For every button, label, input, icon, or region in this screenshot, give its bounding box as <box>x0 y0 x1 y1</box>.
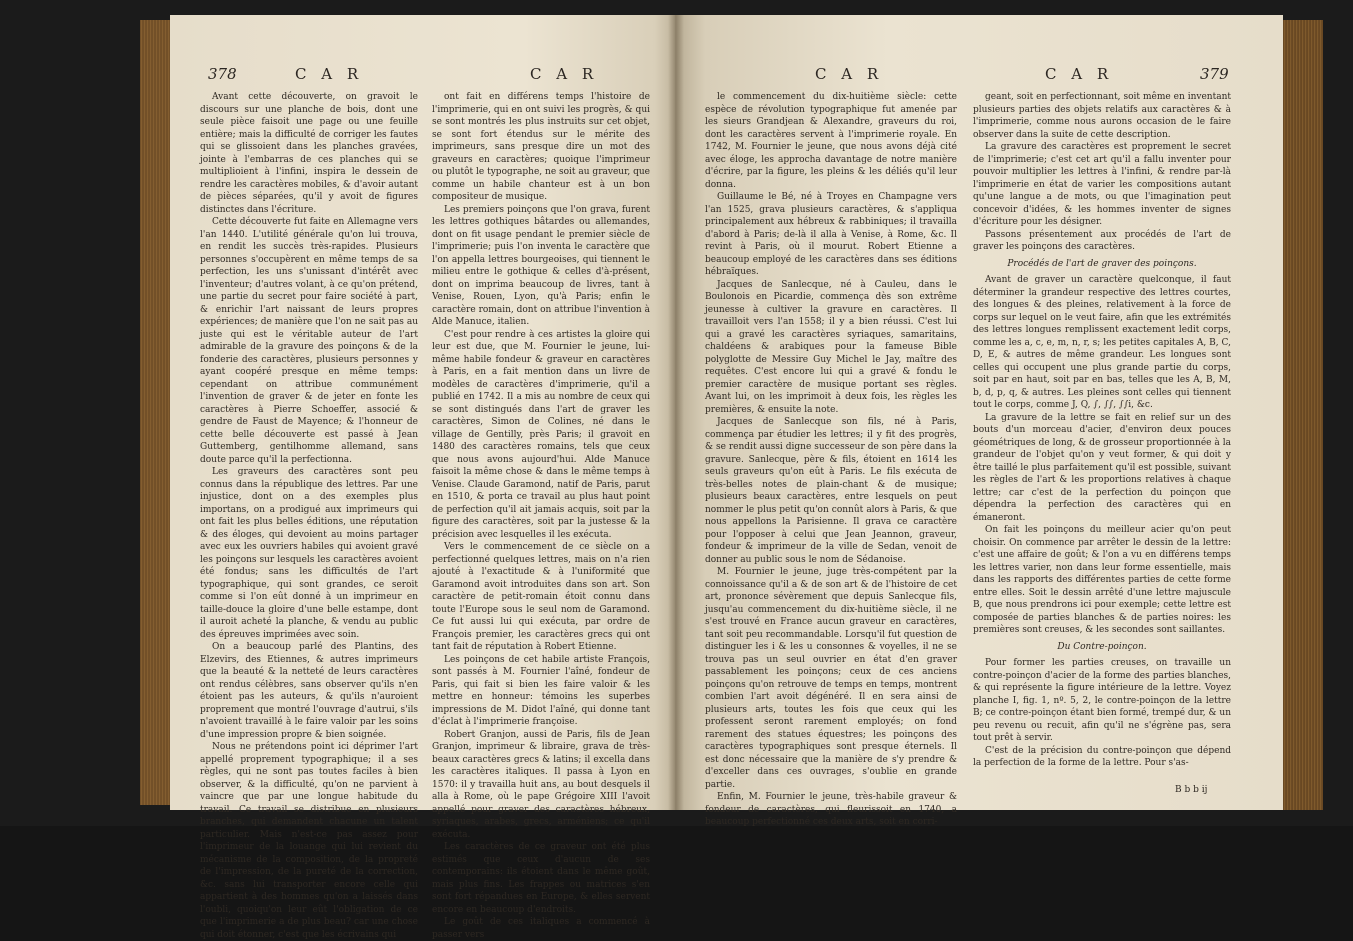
running-head: C A R <box>1045 65 1114 83</box>
running-head: C A R <box>815 65 884 83</box>
signature-mark: B b b ij <box>1175 785 1208 795</box>
paragraph: Les caractères de ce graveur ont été plus estimés que ceux d'aucun de ses contemporains: ils étoient dans le même goût, mais plus fins. Les frappes ou matrices s'en sont fort répandues en Europe, & elles servent encore en beaucoup d'endroits. <box>432 842 650 915</box>
page-number: 378 <box>208 65 237 83</box>
running-head: C A R <box>530 65 599 83</box>
paragraph: La gravure des caractères est proprement le secret de l'imprimerie; c'est cet art qu'il a fallu inventer pour pouvoir multiplier les lettres à l'infini, & rendre par-là l'imprimerie en état de varier les compositions autant qu'une langue a de mots, ou que l'imagination peut concevoir d'idées, & les hommes inventer de signes d'écriture pour les désigner. <box>973 142 1231 227</box>
section-title: Procédés de l'art de graver des poinçons. <box>1007 258 1197 269</box>
paragraph: C'est de la précision du contre-poinçon que dépend la perfection de la forme de la lettre. Pour s'as- <box>973 745 1231 768</box>
paragraph: C'est pour rendre à ces artistes la gloire qui leur est due, que M. Fournier le jeune, lui-même habile fondeur & graveur en caractères à Paris, en a fait mention dans un livre de modèles de caractères d'imprimerie, qu'il a publié en 1742. Il a mis au nombre de ceux qui se sont distingués dans l'art de graver les caractères, Simon de Colines, né dans le village de Gentilly, près Paris; il gravoit en 1480 des caractères romains, tels que ceux que nous avons aujourd'hui. Alde Manuce faisoit la même chose & dans le même temps à Venise. Claude Garamond, natif de Paris, parut en 1510, & porta ce travail au plus haut point de perfection qu'il ait jamais acquis, soit par la figure des caractères, soit par la justesse & la précision avec lesquelles il les exécuta. <box>432 329 650 540</box>
paragraph: Robert Granjon, aussi de Paris, fils de Jean Granjon, imprimeur & libraire, grava de très-beaux caractères grecs & latins; il excella dans les caractères italiques. Il passa à Lyon en 1570: il y travailla huit ans, au bout desquels il alla à Rome, où le pape Grégoire XIII l'avoit appellé pour graver des caractères hébreux, syriaques, arabes, grecs, arméniens; ce qu'il exécuta. <box>432 729 650 840</box>
text-column <box>973 91 1231 781</box>
page-number: 379 <box>1200 65 1229 83</box>
page-edge-left <box>140 20 170 805</box>
paragraph: Vers le commencement de ce siècle on a perfectionné quelques lettres, mais on n'a rien ajouté à l'exactitude & à l'uniformité que Garamond avoit introduites dans son art. Son caractère de petit-romain étoit connu dans toute l'Europe sous le seul nom de Garamond. Ce fut aussi lui qui exécuta, par ordre de François premier, les caractères grecs qui ont tant fait de réputation à Robert Etienne. <box>432 542 650 652</box>
paragraph: Avant de graver un caractère quelconque, il faut déterminer la grandeur respective des lettres courtes, des longues & des pleines, relativement à la force de corps sur lequel on le veut faire, afin que les extrémités des lettres longues remplissent exactement ledit corps, comme les a, c, e, m, n, r, s; les petites capitales A, B, C, D, E, & autres de même grandeur. Les longues sont celles qui occupent une plus grande partie du corps, soit par en haut, soit par en bas, telles que les A, B, M, b, d, p, q, & autres. Les pleines sont celles qui tiennent tout le corps, comme J, Q, ∫, ∫∫, ∫∫i, &c. <box>973 275 1231 410</box>
left-page <box>170 15 675 940</box>
paragraph: ont fait en différens temps l'histoire de l'imprimerie, qui en ont suivi les progrès, & qui se sont montrés les plus instruits sur cet objet, se sont fort étendus sur le mérite des imprimeurs, sans presque dire un mot des graveurs en caractères; quoique l'imprimeur ou plutôt le typographe, ne soit au graveur, que comme un habile chanteur est à un bon compositeur de musique. <box>432 92 650 202</box>
paragraph: On fait les poinçons du meilleur acier qu'on peut choisir. On commence par arrêter le dessin de la lettre: c'est une affaire de goût; & l'on a vu en différens temps les lettres varier, non dans leur forme essentielle, mais dans les rapports des différentes parties de cette forme entre elles. Soit le dessin arrêté d'une lettre majuscule B, que nous prendrons ici pour exemple; cette lettre est composée de parties blanches & de parties noires: les premières sont creuses, & les secondes sont saillantes. <box>973 525 1231 635</box>
running-head: C A R <box>295 65 364 83</box>
paragraph: M. Fournier le jeune, juge très-compétent par la connoissance qu'il a & de son art & de l'histoire de cet art, prononce sévèrement que depuis Sanlecque fils, jusqu'au commencement du dix-huitième siècle, il ne s'est trouvé en France aucun graveur en caractères, tant soit peu recommandable. Lorsqu'il fut question de distinguer les i & les u consonnes & voyelles, il ne se trouva pas un seul ouvrier en état d'en graver passablement les poinçons; ceux de ces anciens poinçons qu'on retrouve de temps en temps, montrent combien l'art avoit dégénéré. Il en sera ainsi de plusieurs arts, toutes les fois que ceux qui les professent seront rarement employés; on fond rarement des statues équestres; les poinçons des caractères typographiques sont presque éternels. Il est donc nécessaire que la manière de s'y prendre & d'exceller dans ces ouvrages, s'oublie en grande partie. <box>705 567 957 790</box>
text-column <box>200 91 418 940</box>
paragraph: Nous ne prétendons point ici déprimer l'art appellé proprement typographique; il a ses règles, qui ne sont pas toutes faciles à bien observer, & la difficulté, qu'on ne parvient à vaincre que par une longue habitude du travail. Ce travail se distribue en plusieurs branches, qui demandent chacune un talent particulier. Mais n'est-ce pas assez pour l'imprimeur de la louange qui lui revient du mécanisme de la composition, de la propreté de l'impression, de la pureté de la correction, &c. sans lui transporter encore celle qui appartient à des hommes qu'on a laissés dans l'oubli, quoiqu'on leur eût l'obligation de ce que l'imprimerie a de plus beau? car une chose qui doit étonner, c'est que les écrivains qui <box>200 742 418 940</box>
paragraph: Pour former les parties creuses, on travaille un contre-poinçon d'acier de la forme des parties blanches, & qui représente la figure intérieure de la lettre. Voyez planche I, fig. 1, nº. 5, 2, le contre-poinçon de la lettre B; ce contre-poinçon étant bien formé, trempé dur, & un peu revenu ou recuit, afin qu'il ne s'égrène pas, sera tout prêt à servir. <box>973 658 1231 743</box>
paragraph: geant, soit en perfectionnant, soit même en inventant plusieurs parties des objets relatifs aux caractères & à l'imprimerie, comme nous aurons occasion de le faire observer dans la suite de cette description. <box>973 92 1231 140</box>
gutter <box>668 15 684 810</box>
text-column <box>432 91 650 940</box>
paragraph: Avant cette découverte, on gravoit le discours sur une planche de bois, dont une seule pièce faisoit une page ou une feuille entière; mais la difficulté de corriger les fautes qui se glissoient dans les planches gravées, jointe à l'embarras de ces planches qui se multiplioient à l'infini, inspira le dessein de rendre les caractères mobiles, & d'avoir autant de pièces séparées, qu'il y avoit de figures distinctes dans l'écriture. <box>200 92 418 215</box>
paragraph: Les poinçons de cet habile artiste François, sont passés à M. Fournier l'aîné, fondeur de Paris, qui fait si bien les faire valoir & les mettre en honneur: témoins les superbes impressions de M. Didot l'aîné, qui donne tant d'éclat à l'imprimerie françoise. <box>432 654 650 727</box>
paragraph: Guillaume le Bé, né à Troyes en Champagne vers l'an 1525, grava plusieurs caractères, & s'appliqua principalement aux hébreux & rabbiniques; il travailla d'abord à Paris; de-là il alla à Venise, à Rome, &c. Il revint à Paris, où il mourut. Robert Etienne a beaucoup employé de les caractères dans ses éditions hébraïques. <box>705 192 957 277</box>
paragraph: Enfin, M. Fournier le jeune, très-habile graveur & fondeur de caractères, qui fleurissoit en 1740, a beaucoup perfectionné ces deux arts, soit en corri- <box>705 792 957 827</box>
paragraph: le commencement du dix-huitième siècle: cette espèce de révolution typographique fut amenée par les sieurs Grandjean & Alexandre, graveurs du roi, dont les caractères servent à l'imprimerie royale. En 1742, M. Fournier le jeune, que nous avons déjà cité avec éloge, les approcha davantage de notre manière d'écrire, par la figure, les pleins & les déliés qu'il leur donna. <box>705 92 957 190</box>
paragraph: Les premiers poinçons que l'on grava, furent les lettres gothiques bâtardes ou allemandes, dont on fit usage pendant le premier siècle de l'imprimerie; puis l'on inventa le caractère que l'on appella lettres bourgeoises, qui tiennent le milieu entre le gothique & celles d'à-présent, dont on imprima beaucoup de livres, tant à Venise, Rouen, Lyon, qu'à Paris; enfin le caractère romain, dont on attribue l'invention à Alde Manuce, italien. <box>432 204 650 327</box>
paragraph: Jacques de Sanlecque son fils, né à Paris, commença par étudier les lettres; il y fit des progrès, & se rendit aussi digne successeur de son père dans la gravure. Sanlecque, père & fils, étoient en 1614 les seuls graveurs qu'on eût à Paris. Le fils exécuta de très-belles notes de plain-chant & de musique; plusieurs beaux caractères, entre lesquels on peut nommer le plus petit qu'on connût alors à Paris, & que nous appellons la Parisienne. Il grava ce caractère pour l'opposer à celui que Jean Jeannon, graveur, fondeur & imprimeur de la ville de Sedan, venoit de donner au public sous le nom de Sédanoise. <box>705 417 957 565</box>
page-edge-right <box>1283 20 1323 810</box>
paragraph: La gravure de la lettre se fait en relief sur un des bouts d'un morceau d'acier, d'environ deux pouces géométriques de long, & de grosseur proportionnée à la grandeur de l'objet qu'on y veut former, & qui doit y être taillé le plus parfaitement qu'il est possible, suivant les règles de l'art & les proportions relatives à chaque lettre; car c'est de la perfection du poinçon que dépendra la perfection des caractères qui en émaneront. <box>973 412 1231 523</box>
right-page <box>675 15 1283 827</box>
text-column <box>705 91 957 827</box>
paragraph: Le goût de ces italiques a commencé à passer vers <box>432 917 650 940</box>
paragraph: Cette découverte fut faite en Allemagne vers l'an 1440. L'utilité générale qu'on lui trouva, en rendit les succès très-rapides. Plusieurs personnes s'occupèrent en même temps de sa perfection, les uns s'unissant d'intérêt avec l'inventeur; d'autres volant, à ce qu'on prétend, une partie du secret pour faire société à part, & enrichir l'art naissant de leurs propres expériences; de manière que l'on ne sait pas au juste qui est le véritable auteur de l'art admirable de la gravure des poinçons & de la fonderie des caractères, plusieurs personnes y ayant coopéré presque en même temps: cependant on attribue communément l'invention de graver & de jeter en fonte les caractères à Pierre Schoeffer, associé & gendre de Faust de Mayence; & l'honneur de cette belle découverte est passé à Jean Guttemberg, gentilhomme allemand, sans doute parce qu'il la perfectionna. <box>200 217 418 465</box>
paragraph: Les graveurs des caractères sont peu connus dans la république des lettres. Par une injustice, dont on a des exemples plus importans, on a prodigué aux imprimeurs qui ont fait les plus belles éditions, une réputation & des éloges, qui devoient au moins partager avec eux les ouvriers habiles qui avoient gravé les poinçons sur lesquels les caractères avoient été fondus; sans les difficultés de l'art typographique, qui sont grandes, ce seroit comme si l'on eût donné à un imprimeur en taille-douce la gloire d'une belle estampe, dont il auroit acheté la planche, & vendu au public des épreuves imprimées avec soin. <box>200 467 418 640</box>
section-title: Du Contre-poinçon. <box>1057 641 1147 652</box>
paragraph: Jacques de Sanlecque, né à Cauleu, dans le Boulonois en Picardie, commença dès son extrême jeunesse à cultiver la gravure en caractères. Il travailloit vers l'an 1558; il y a bien réussi. C'est lui qui a gravé les caractères syriaques, samaritains, chaldéens & arabiques pour la fameuse Bible polyglotte de Messire Guy Michel le Jay, maître des requêtes. C'est encore lui qui a gravé & fondu le premier caractère de musique portant ses règles. Avant lui, on les imprimoit à deux fois, les règles les premières, & ensuite la note. <box>705 279 957 415</box>
paragraph: On a beaucoup parlé des Plantins, des Elzevirs, des Etiennes, & autres imprimeurs que la beauté & la netteté de leurs caractères ont rendus célèbres, sans observer qu'ils n'en étoient pas les auteurs, & qu'ils n'auroient proprement que montré l'ouvrage d'autrui, s'ils n'avoient travaillé à le faire valoir par les soins d'une impression propre & bien soignée. <box>200 642 418 740</box>
paragraph: Passons présentement aux procédés de l'art de graver les poinçons des caractères. <box>973 229 1231 252</box>
